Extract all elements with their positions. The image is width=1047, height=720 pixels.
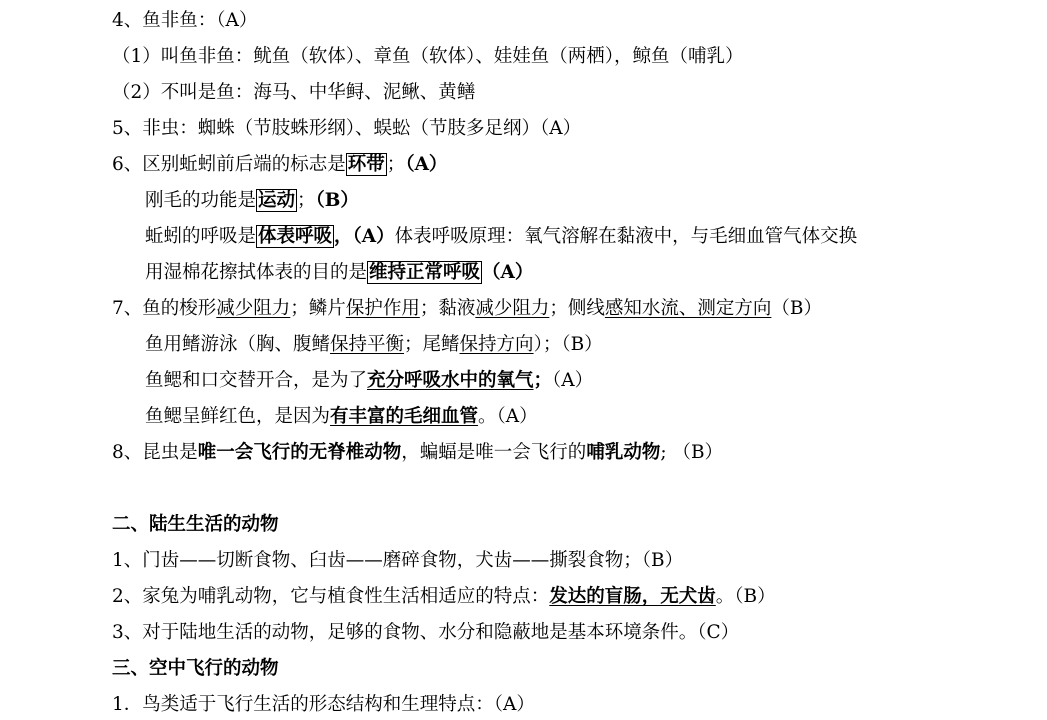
- bold-keyword: 哺乳动物: [586, 442, 661, 463]
- text-line: [112, 9, 257, 33]
- text-span: 鱼鳃呈鲜红色，是因为: [145, 406, 331, 427]
- text-span: 用湿棉花擦拭体表的目的是: [145, 262, 368, 283]
- text-line: [145, 405, 538, 429]
- text-span: 鱼鳃和口交替开合，是为了: [145, 370, 368, 391]
- text-span: 5、非虫：蜘蛛（节肢蛛形纲）、蜈蚣（节肢多足纲）（A）: [112, 118, 582, 139]
- bold-underlined-keyword: 有丰富的毛细血管: [330, 406, 479, 427]
- text-span: ；: [386, 154, 406, 175]
- text-span: 。（A）: [478, 406, 538, 427]
- grade-label: （A）: [482, 262, 534, 283]
- text-line: [112, 549, 683, 573]
- text-span: ，蝙蝠是唯一会飞行的: [401, 442, 587, 463]
- boxed-keyword: 维持正常呼吸: [369, 262, 481, 283]
- boxed-keyword: 体表呼吸: [258, 226, 333, 247]
- text-line: [112, 45, 744, 69]
- text-span: 鱼用鳍游泳（胸、腹鳍: [145, 334, 331, 355]
- text-span: 刚毛的功能是: [145, 190, 257, 211]
- text-line: [112, 297, 822, 321]
- text-span: 1．鸟类适于飞行生活的形态结构和生理特点：（A）: [112, 694, 535, 715]
- text-span: ；尾鳍: [404, 334, 460, 355]
- text-line: [145, 261, 533, 285]
- underlined-keyword: 保持方向: [459, 334, 534, 355]
- text-span: ；: [297, 190, 316, 211]
- grade-label: （B）: [315, 190, 359, 211]
- text-line: [112, 153, 447, 177]
- text-span: ；侧线: [549, 298, 605, 319]
- bold-underlined-keyword: 充分呼吸水中的氧气: [367, 370, 534, 391]
- underlined-keyword: 保持平衡: [330, 334, 405, 355]
- section-heading: [112, 657, 279, 681]
- text-span: 。（B）: [715, 586, 776, 607]
- boxed-keyword: 环带: [347, 154, 385, 175]
- text-span: ；鳞片: [290, 298, 346, 319]
- text-span: 4、鱼非鱼：（A）: [112, 10, 258, 31]
- text-line: [112, 621, 739, 645]
- text-span: 2、家兔为哺乳动物，它与植食性生活相适应的特点：: [112, 586, 550, 607]
- text-span: ；: [533, 370, 553, 391]
- underlined-keyword: 减少阻力: [475, 298, 550, 319]
- heading-text: 三、空中飞行的动物: [112, 658, 279, 679]
- text-span: （2）不叫是鱼：海马、中华鲟、泥鳅、黄鳝: [112, 82, 476, 103]
- underlined-keyword: 保护作用: [345, 298, 420, 319]
- text-span: ）；（B）: [533, 334, 603, 355]
- section-heading: [112, 513, 279, 537]
- text-span: 6、区别蚯蚓前后端的标志是: [112, 154, 346, 175]
- text-line: [112, 117, 581, 141]
- text-span: 8、昆虫是: [112, 442, 198, 463]
- grade-label: （A）: [405, 154, 448, 175]
- text-span: 1、门齿——切断食物、臼齿——磨碎食物，犬齿——撕裂食物；（B）: [112, 550, 684, 571]
- text-line: [112, 81, 475, 105]
- heading-text: 二、陆生生活的动物: [112, 514, 279, 535]
- text-span: 3、对于陆地生活的动物，足够的食物、水分和隐蔽地是基本环境条件。（C）: [112, 622, 740, 643]
- text-span: （1）叫鱼非鱼：鱿鱼（软体）、章鱼（软体）、娃娃鱼（两栖），鲸鱼（哺乳）: [112, 46, 744, 67]
- text-line: [112, 585, 776, 609]
- text-span: 7、鱼的梭形: [112, 298, 217, 319]
- text-line: [112, 441, 723, 465]
- boxed-keyword: 运动: [258, 190, 296, 211]
- underlined-keyword: 减少阻力: [216, 298, 291, 319]
- text-line: [145, 225, 857, 249]
- grade-label: （B）: [771, 298, 822, 319]
- grade-label: （A）: [352, 226, 395, 247]
- text-line: [145, 333, 603, 357]
- text-line: [112, 693, 535, 717]
- text-span: 体表呼吸原理：氧气溶解在黏液中，与毛细血管气体交换: [394, 226, 858, 247]
- text-line: [145, 369, 593, 393]
- text-line: [145, 189, 359, 213]
- grade-label: （A）: [552, 370, 594, 391]
- text-span: 蚯蚓的呼吸是: [145, 226, 257, 247]
- text-span: ；黏液: [419, 298, 476, 319]
- text-span: ，: [334, 226, 353, 247]
- bold-underlined-keyword: 发达的盲肠，无犬齿: [549, 586, 716, 607]
- grade-label: ; （B）: [660, 442, 724, 463]
- underlined-keyword: 感知水流、测定方向: [604, 298, 772, 319]
- bold-keyword: 唯一会飞行的无脊椎动物: [197, 442, 402, 463]
